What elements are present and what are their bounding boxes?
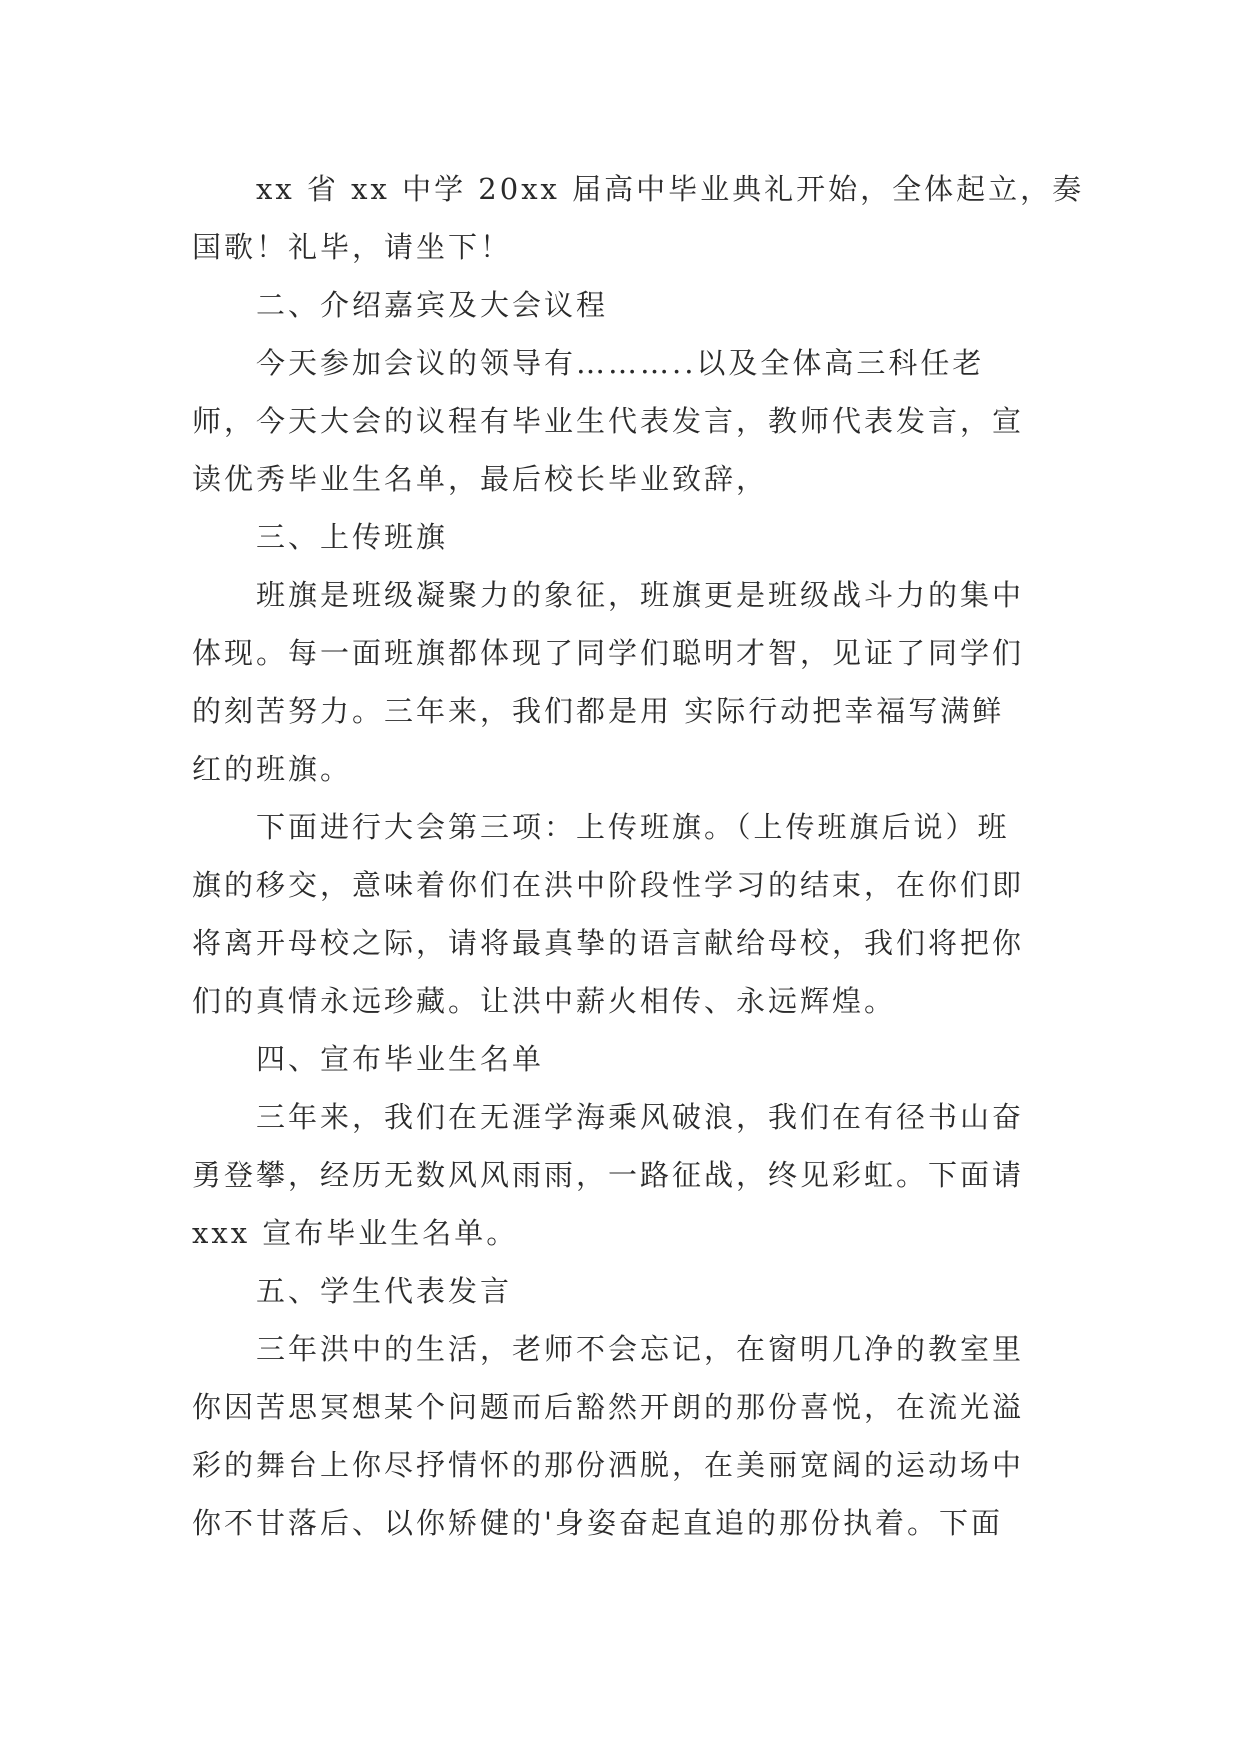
section-heading: [192, 1030, 1052, 1088]
section-heading: [192, 508, 1052, 566]
paragraph-line: 将离开母校之际，请将最真挚的语言献给母校，我们将把你: [192, 926, 1025, 960]
paragraph-line: 三年来，我们在无涯学海乘风破浪，我们在有径书山奋: [256, 1100, 1025, 1134]
heading-text: 五、学生代表发言: [256, 1274, 513, 1308]
paragraph-line: 勇登攀，经历无数风风雨雨，一路征战，终见彩虹。下面请: [192, 1158, 1025, 1192]
paragraph: [192, 798, 1052, 1030]
paragraph-line: 红的班旗。: [192, 752, 353, 786]
paragraph-line: 国歌！礼毕，请坐下！: [192, 230, 513, 264]
paragraph-line: 下面进行大会第三项：上传班旗。（上传班旗后说）班: [256, 810, 1010, 844]
paragraph-line: 体现。每一面班旗都体现了同学们聪明才智，见证了同学们: [192, 636, 1025, 670]
paragraph: [192, 160, 1085, 276]
document-body: [192, 160, 1085, 1552]
heading-text: 二、介绍嘉宾及大会议程: [256, 288, 609, 322]
paragraph-line: 三年洪中的生活，老师不会忘记，在窗明几净的教室里: [256, 1332, 1025, 1366]
paragraph-line: 的刻苦努力。三年来，我们都是用 实际行动把幸福写满鲜: [192, 694, 1005, 728]
paragraph-line: xxx 宣布毕业生名单。: [192, 1216, 519, 1250]
heading-text: 三、上传班旗: [256, 520, 449, 554]
heading-text: 四、宣布毕业生名单: [256, 1042, 545, 1076]
paragraph-line: 今天参加会议的领导有………..以及全体高三科任老: [256, 346, 985, 380]
paragraph: [192, 1320, 1052, 1552]
paragraph-line: 们的真情永远珍藏。让洪中薪火相传、永远辉煌。: [192, 984, 897, 1018]
paragraph-line: 旗的移交，意味着你们在洪中阶段性学习的结束，在你们即: [192, 868, 1025, 902]
paragraph: [192, 1088, 1052, 1262]
paragraph-line: 读优秀毕业生名单，最后校长毕业致辞，: [192, 462, 769, 496]
paragraph-line: 彩的舞台上你尽抒情怀的那份洒脱，在美丽宽阔的运动场中: [192, 1448, 1025, 1482]
paragraph: [192, 566, 1052, 798]
paragraph-line: 班旗是班级凝聚力的象征，班旗更是班级战斗力的集中: [256, 578, 1025, 612]
paragraph-line: 你因苦思冥想某个问题而后豁然开朗的那份喜悦，在流光溢: [192, 1390, 1025, 1424]
paragraph-line: 师，今天大会的议程有毕业生代表发言，教师代表发言，宣: [192, 404, 1025, 438]
section-heading: [192, 1262, 1052, 1320]
paragraph-line: xx 省 xx 中学 20xx 届高中毕业典礼开始，全体起立，奏: [256, 172, 1085, 206]
paragraph: [192, 334, 1052, 508]
section-heading: [192, 276, 1052, 334]
paragraph-line: 你不甘落后、以你矫健的'身姿奋起直追的那份执着。下面: [192, 1506, 1003, 1540]
